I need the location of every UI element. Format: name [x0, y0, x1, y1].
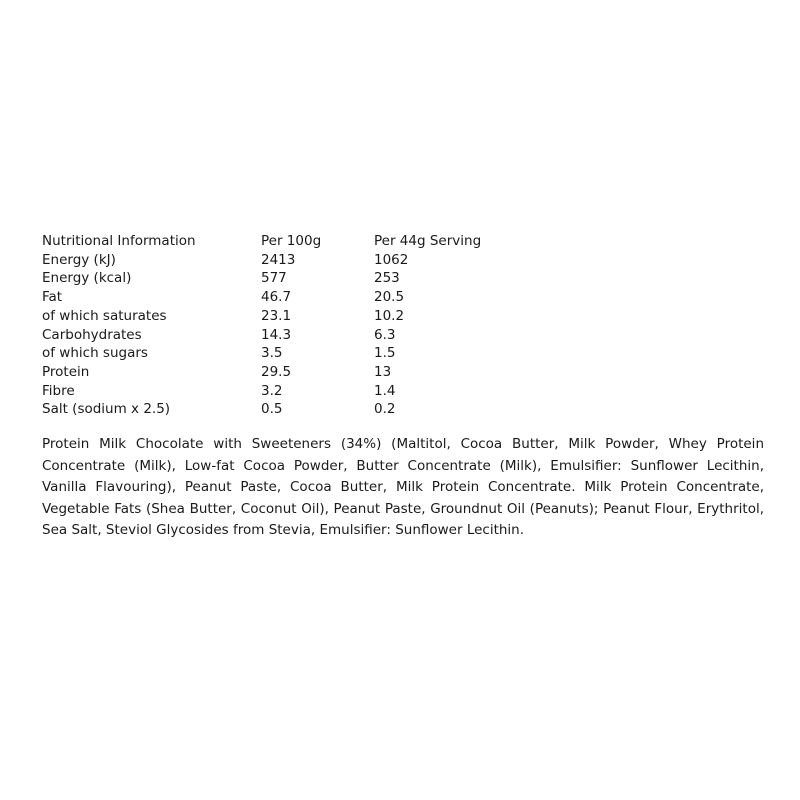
- nutrition-table: [42, 232, 534, 419]
- header-per-serving: Per 44g Serving: [374, 233, 482, 249]
- table-row: [42, 382, 534, 401]
- nutrient-per-serving: 6.3: [374, 326, 396, 343]
- nutrient-per-100g: 3.2: [261, 382, 283, 399]
- nutrient-per-100g: 23.1: [261, 307, 292, 324]
- nutrient-per-100g: 577: [261, 270, 287, 287]
- nutrient-per-100g: 29.5: [261, 363, 292, 380]
- nutrient-per-100g: 14.3: [261, 326, 292, 343]
- ingredients-text: Protein Milk Chocolate with Sweeteners (34%) (Maltitol, Cocoa Butter, Milk Powder, Whey Protein Concentrate (Milk), Low-fat Cocoa Powder, Butter Concentrate (Milk), Emulsifier: Sunflower Lecithin, Vanilla Flavouring), Peanut Paste, Cocoa Butter, Milk Protein Concentrate. Milk Protein Concentrate, Vegetable Fats (Shea Butter, Coconut Oil), Peanut Paste, Groundnut Oil (Peanuts); Peanut Flour, Erythritol, Sea Salt, Steviol Glycosides from Stevia, Emulsifier: Sunflower Lecithin.: [42, 436, 764, 538]
- nutrient-name: Carbohydrates: [42, 326, 142, 343]
- nutrient-name: of which saturates: [42, 307, 167, 324]
- nutrition-table-body: [42, 251, 534, 419]
- table-row: [42, 344, 534, 363]
- nutrient-per-serving: 1062: [374, 251, 409, 268]
- table-row: [42, 400, 534, 419]
- nutrient-per-100g: 2413: [261, 251, 296, 268]
- nutrient-name: Protein: [42, 363, 90, 380]
- nutrient-name: Salt (sodium x 2.5): [42, 401, 171, 418]
- nutrient-name: of which sugars: [42, 345, 148, 362]
- header-row: [42, 232, 534, 251]
- nutrient-per-100g: 3.5: [261, 345, 283, 362]
- nutrient-per-serving: 0.2: [374, 401, 396, 418]
- table-row: [42, 326, 534, 345]
- nutrient-per-serving: 253: [374, 270, 400, 287]
- header-per-100g: Per 100g: [261, 233, 322, 249]
- nutrient-name: Energy (kJ): [42, 251, 116, 268]
- nutrient-name: Energy (kcal): [42, 270, 132, 287]
- nutrient-per-100g: 0.5: [261, 401, 283, 418]
- nutrient-per-serving: 10.2: [374, 307, 405, 324]
- table-row: [42, 288, 534, 307]
- nutrient-name: Fibre: [42, 382, 75, 399]
- table-row: [42, 251, 534, 270]
- nutrient-per-serving: 1.4: [374, 382, 396, 399]
- nutrient-name: Fat: [42, 289, 63, 306]
- table-row: [42, 269, 534, 288]
- header-nutritional-information: Nutritional Information: [42, 233, 196, 249]
- nutrition-table-header: [42, 232, 534, 251]
- table-row: [42, 307, 534, 326]
- nutrient-per-serving: 13: [374, 363, 392, 380]
- nutrient-per-serving: 20.5: [374, 289, 405, 306]
- table-row: [42, 363, 534, 382]
- nutrient-per-100g: 46.7: [261, 289, 292, 306]
- nutrient-per-serving: 1.5: [374, 345, 396, 362]
